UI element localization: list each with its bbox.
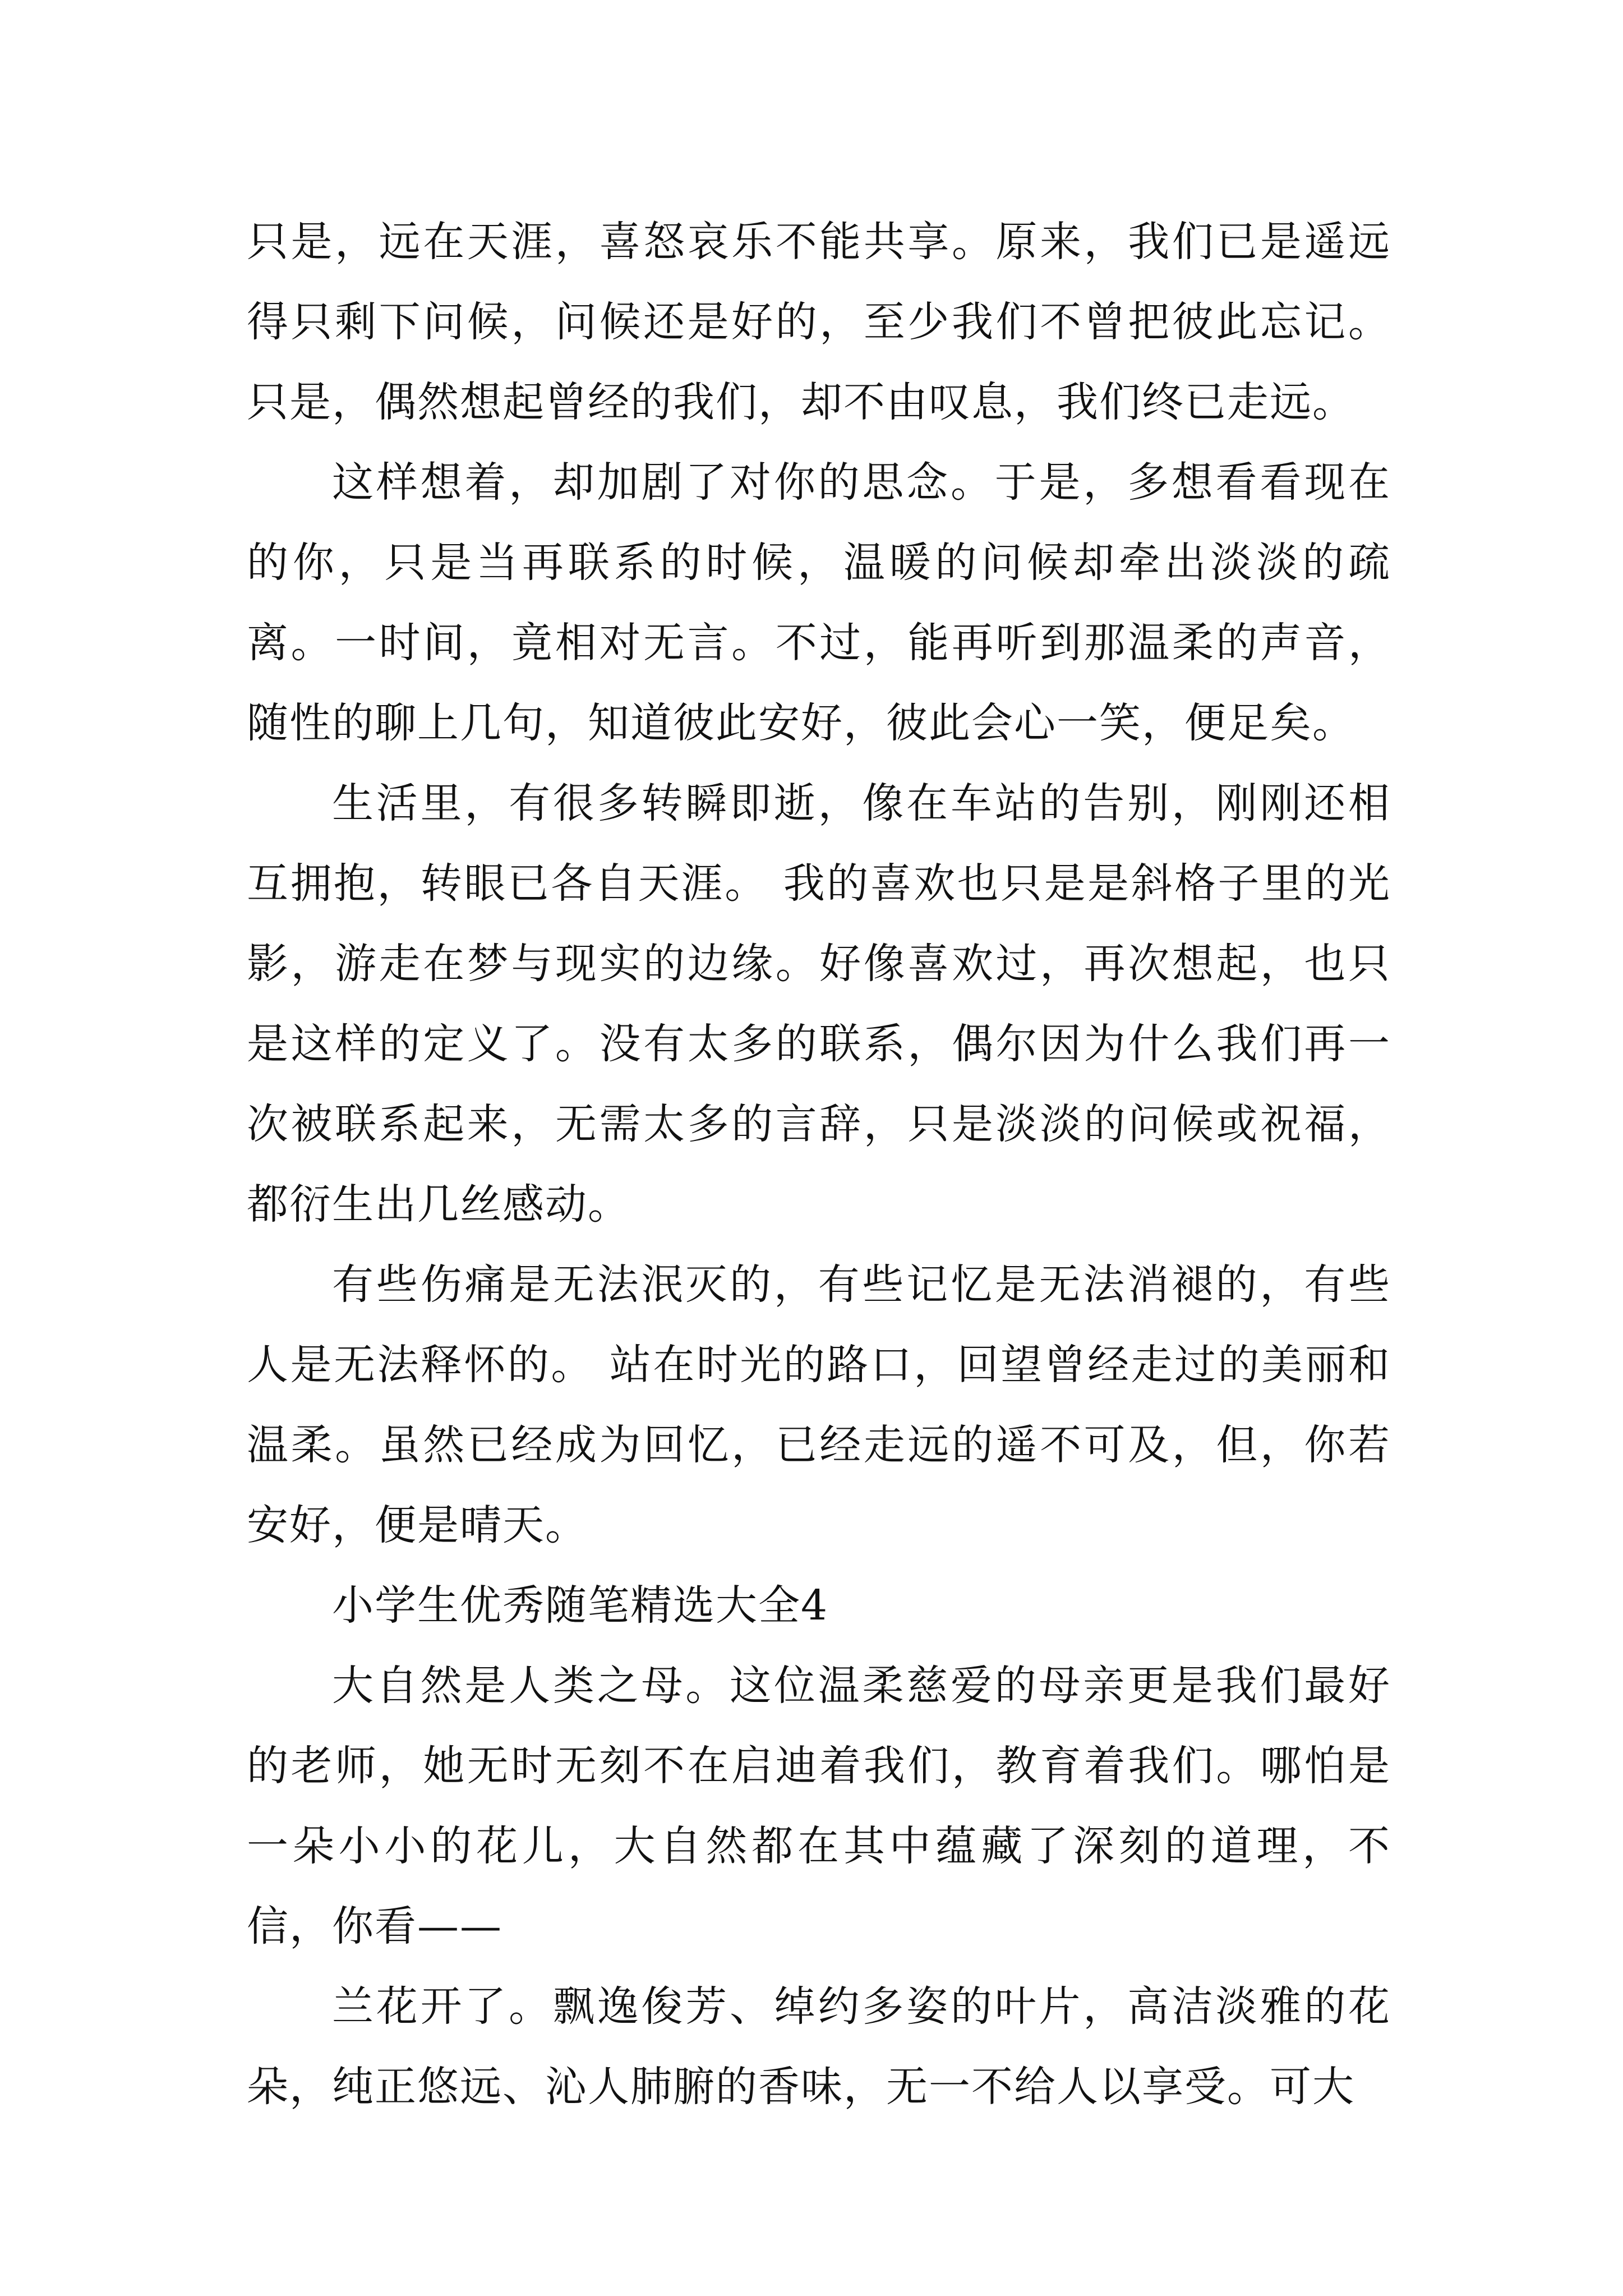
paragraph-5: 大自然是人类之母。这位温柔慈爱的母亲更是我们最好的老师，她无时无刻不在启迪着我们，教育着我们。哪怕是一朵小小的花儿，大自然都在其中蕴藏了深刻的道理，不信，你看—— (247, 1662, 1391, 1950)
section-heading: 小学生优秀随笔精选大全4 (332, 1581, 829, 1630)
paragraph-3: 生活里，有很多转瞬即逝，像在车站的告别，刚刚还相互拥抱，转眼已各自天涯。 我的喜欢也只是是斜格子里的光影，游走在梦与现实的边缘。好像喜欢过，再次想起，也只是这样的定义了。没有太多的联系，偶尔因为什么我们再一次被联系起来，无需太多的言辞，只是淡淡的问候或祝福，都衍生出几丝感动。 (247, 779, 1391, 1228)
paragraph-6: 兰花开了。飘逸俊芳、绰约多姿的叶片，高洁淡雅的花朵，纯正悠远、沁人肺腑的香味，无一不给人以享受。可大 (247, 1982, 1391, 2111)
paragraph-4: 有些伤痛是无法泯灭的，有些记忆是无法消褪的，有些人是无法释怀的。 站在时光的路口，回望曾经走过的美丽和温柔。虽然已经成为回忆，已经走远的遥不可及，但，你若安好，便是晴天。 (247, 1260, 1391, 1549)
body-text (247, 202, 1391, 2127)
paragraph-2: 这样想着，却加剧了对你的思念。于是，多想看看现在的你，只是当再联系的时候，温暖的问候却牵出淡淡的疏离。一时间，竟相对无言。不过，能再听到那温柔的声音，随性的聊上几句，知道彼此安好，彼此会心一笑，便足矣。 (247, 458, 1391, 747)
paragraph-1: 只是，远在天涯，喜怒哀乐不能共享。原来，我们已是遥远得只剩下问候，问候还是好的，至少我们不曾把彼此忘记。只是，偶然想起曾经的我们，却不由叹息，我们终已走远。 (247, 218, 1391, 426)
